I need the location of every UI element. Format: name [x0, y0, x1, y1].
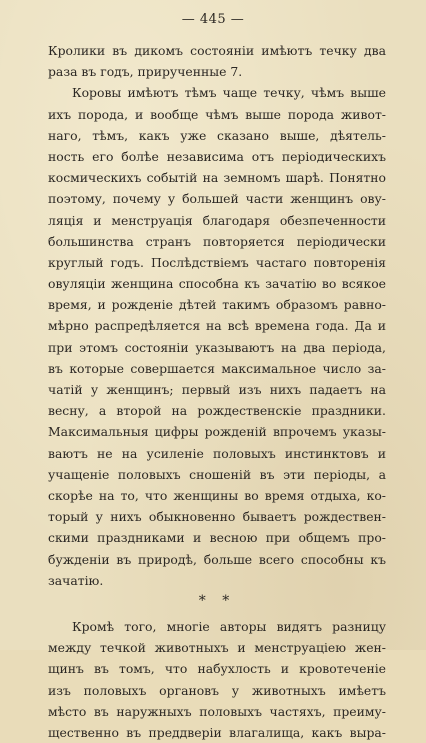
text-line: между течкой животныхъ и менструацiею жен-: [48, 640, 386, 656]
text-line: ность его болѣе независима отъ перiодическихъ: [48, 148, 386, 164]
text-line: ихъ порода, и вообще чѣмъ выше порода живот-: [48, 106, 386, 122]
text-line: Кролики въ дикомъ состоянiи имѣютъ течку два: [48, 43, 386, 58]
text-line: ляцiя и менструацiя благодаря обезпеченности: [48, 212, 386, 228]
text-line: овуляцiи женщина способна къ зачатiю во всякое: [48, 276, 386, 292]
text-line: мѣрно распредѣляется на всѣ времена года. Да и: [48, 318, 386, 334]
text-line: зачатiю.: [48, 572, 104, 588]
text-line: Кромѣ того, многiе авторы видятъ разницу: [72, 619, 386, 635]
text-line: ваютъ не на усиленiе половыхъ инстинктовъ и: [48, 445, 386, 461]
section-separator: * *: [198, 592, 236, 609]
text-line: скорѣе на то, что женщины во время отдыха, ко-: [48, 487, 386, 503]
text-line: учащенiе половыхъ сношенiй въ эти перiоды, а: [48, 466, 386, 482]
text-line: большинства странъ повторяется перiодически: [48, 233, 386, 249]
text-line: щественно въ преддверiи влагалища, какъ выра-: [48, 725, 386, 740]
text-line: круглый годъ. Послѣдствiемъ частаго повторенiя: [48, 254, 386, 270]
page-number: — 445 —: [181, 12, 245, 27]
text-line: чатiй у женщинъ; первый изъ нихъ падаетъ на: [48, 382, 386, 397]
text-line: мѣсто въ наружныхъ половыхъ частяхъ, преиму-: [48, 703, 386, 719]
text-line: щинъ въ томъ, что набухлость и кровотеченiе: [48, 661, 386, 677]
text-line: космическихъ событiй на земномъ шарѣ. Понятно: [48, 170, 386, 186]
body-text: [48, 40, 386, 743]
text-line: въ которые совершается максимальное число за-: [48, 360, 386, 376]
text-line: Максимальныя цифры рожденiй впрочемъ указы-: [48, 424, 386, 440]
text-line: торый у нихъ обыкновенно бываетъ рождествен-: [48, 509, 386, 525]
text-line: бужденiи въ природѣ, больше всего способны къ: [48, 551, 386, 567]
text-line: наго, тѣмъ, какъ уже сказано выше, дѣятель-: [48, 127, 386, 143]
text-line: скими праздниками и весною при общемъ про-: [48, 530, 386, 546]
text-line: изъ половыхъ органовъ у животныхъ имѣетъ: [48, 682, 386, 698]
text-line: весну, а второй на рождественскiе праздники.: [48, 403, 386, 419]
text-line: раза въ годъ, прирученные 7.: [48, 64, 243, 80]
text-line: при этомъ состоянiи указываютъ на два перiода,: [48, 339, 386, 355]
text-line: Коровы имѣютъ тѣмъ чаще течку, чѣмъ выше: [72, 85, 386, 101]
text-line: поэтому, почему у большей части женщинъ ову-: [48, 191, 386, 207]
text-line: время, и рожденiе дѣтей такимъ образомъ равно-: [48, 297, 386, 313]
